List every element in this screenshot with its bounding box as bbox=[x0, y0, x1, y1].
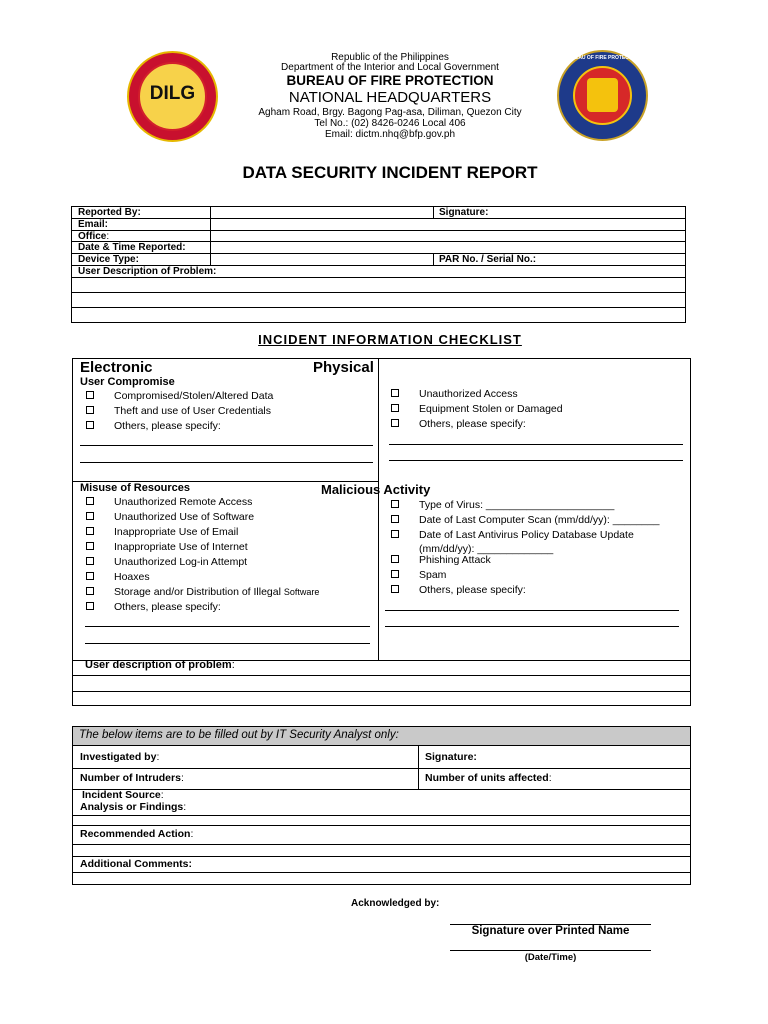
recommended-line[interactable] bbox=[73, 844, 690, 845]
label-signature: Signature: bbox=[439, 207, 489, 218]
label-recommended: Recommended Action: bbox=[80, 828, 194, 840]
header-republic: Republic of the Philippines bbox=[331, 52, 449, 63]
label-num-units: Number of units affected: bbox=[425, 772, 552, 784]
label-num-intruders: Number of Intruders: bbox=[80, 772, 184, 784]
label-office: Office bbox=[78, 231, 107, 242]
heading-misuse: Misuse of Resources bbox=[80, 482, 191, 494]
misuse-specify-line-2[interactable] bbox=[85, 643, 370, 644]
checkbox-icon[interactable] bbox=[86, 421, 94, 429]
checkbox-icon[interactable] bbox=[391, 585, 399, 593]
label-incident-source: Incident Source: bbox=[82, 789, 164, 801]
header-email: Email: dictm.nhq@bfp.gov.ph bbox=[324, 129, 456, 140]
analysis-line[interactable] bbox=[73, 815, 690, 816]
label-par-no: PAR No. / Serial No.: bbox=[439, 254, 537, 265]
label-analyst-signature: Signature: bbox=[425, 751, 477, 763]
check-unauthorized-software[interactable]: Unauthorized Use of Software bbox=[86, 511, 254, 523]
report-table bbox=[71, 206, 686, 323]
label-date-time: Date & Time Reported: bbox=[78, 242, 186, 253]
check-remote-access[interactable]: Unauthorized Remote Access bbox=[86, 496, 252, 508]
checkbox-icon[interactable] bbox=[391, 500, 399, 508]
uc-specify-line-2[interactable] bbox=[80, 462, 373, 463]
check-physical-others[interactable]: Others, please specify: bbox=[391, 418, 526, 430]
page-title: DATA SECURITY INCIDENT REPORT bbox=[242, 163, 538, 182]
check-unauthorized-access[interactable]: Unauthorized Access bbox=[391, 388, 518, 400]
check-equipment-stolen[interactable]: Equipment Stolen or Damaged bbox=[391, 403, 563, 415]
heading-malicious: Malicious Activity bbox=[321, 482, 431, 497]
check-email-use[interactable]: Inappropriate Use of Email bbox=[86, 526, 238, 538]
label-additional: Additional Comments: bbox=[80, 858, 192, 870]
row-office: Office: bbox=[72, 231, 685, 242]
label-device-type: Device Type: bbox=[78, 254, 139, 265]
checkbox-icon[interactable] bbox=[86, 572, 94, 580]
malicious-specify-line-2[interactable] bbox=[385, 626, 679, 627]
checkbox-icon[interactable] bbox=[86, 391, 94, 399]
checkbox-icon[interactable] bbox=[86, 587, 94, 595]
checkbox-icon[interactable] bbox=[391, 404, 399, 412]
check-phishing[interactable]: Phishing Attack bbox=[391, 554, 491, 566]
checkbox-icon[interactable] bbox=[391, 389, 399, 397]
heading-user-compromise: User Compromise bbox=[80, 376, 175, 388]
row-reported-by bbox=[72, 207, 685, 219]
checkbox-icon[interactable] bbox=[86, 406, 94, 414]
check-last-scan[interactable]: Date of Last Computer Scan (mm/dd/yy): ________ bbox=[391, 514, 659, 526]
label-reported-by: Reported By: bbox=[78, 207, 141, 218]
date-line[interactable] bbox=[450, 950, 651, 951]
check-internet-use[interactable]: Inappropriate Use of Internet bbox=[86, 541, 248, 553]
dilg-logo-text: DILG bbox=[149, 83, 196, 104]
header-agency: BUREAU OF FIRE PROTECTION bbox=[286, 73, 494, 88]
malicious-specify-line-1[interactable] bbox=[385, 610, 679, 611]
header-tel: Tel No.: (02) 8426-0246 Local 406 bbox=[314, 118, 466, 129]
bfp-logo-text: BUREAU OF FIRE PROTECTION bbox=[564, 55, 641, 61]
section-electronic: Electronic bbox=[80, 359, 153, 376]
checkbox-icon[interactable] bbox=[86, 557, 94, 565]
checkbox-icon[interactable] bbox=[391, 570, 399, 578]
label-user-desc: User Description of Problem: bbox=[78, 266, 217, 277]
label-email: Email: bbox=[78, 219, 109, 230]
header-address: Agham Road, Brgy. Bagong Pag-asa, Diliman, Quezon City bbox=[258, 107, 522, 118]
checkbox-icon[interactable] bbox=[86, 512, 94, 520]
user-desc-line-1[interactable] bbox=[73, 675, 690, 676]
check-misuse-others[interactable]: Others, please specify: bbox=[86, 601, 221, 613]
user-desc-line-2[interactable] bbox=[73, 691, 690, 692]
uc-specify-line-1[interactable] bbox=[80, 445, 373, 446]
check-uc-others[interactable]: Others, please specify: bbox=[86, 420, 221, 432]
checkbox-icon[interactable] bbox=[86, 542, 94, 550]
physical-specify-line-2[interactable] bbox=[389, 460, 683, 461]
checkbox-icon[interactable] bbox=[86, 602, 94, 610]
checkbox-icon[interactable] bbox=[391, 515, 399, 523]
checkbox-icon[interactable] bbox=[391, 555, 399, 563]
analyst-banner: The below items are to be filled out by IT Security Analyst only: bbox=[73, 727, 690, 746]
physical-specify-line-1[interactable] bbox=[389, 444, 683, 445]
check-login-attempt[interactable]: Unauthorized Log-in Attempt bbox=[86, 556, 247, 568]
check-spam[interactable]: Spam bbox=[391, 569, 446, 581]
check-antivirus-update[interactable]: Date of Last Antivirus Policy Database Update bbox=[391, 529, 634, 541]
check-theft-credentials[interactable]: Theft and use of User Credentials bbox=[86, 405, 271, 417]
label-analysis: Analysis or Findings: bbox=[80, 801, 187, 813]
checkbox-icon[interactable] bbox=[86, 497, 94, 505]
check-compromised-data[interactable]: Compromised/Stolen/Altered Data bbox=[86, 390, 273, 402]
checkbox-icon[interactable] bbox=[391, 419, 399, 427]
checklist-box bbox=[72, 358, 691, 706]
date-time-label: (Date/Time) bbox=[524, 952, 577, 963]
section-physical: Physical bbox=[313, 359, 374, 376]
checkbox-icon[interactable] bbox=[391, 530, 399, 538]
header-department: Department of the Interior and Local Government bbox=[281, 62, 499, 73]
checkbox-icon[interactable] bbox=[86, 527, 94, 535]
row-date-time bbox=[72, 242, 685, 254]
row-email bbox=[72, 219, 685, 231]
analyst-table bbox=[72, 726, 691, 885]
header-office: NATIONAL HEADQUARTERS bbox=[288, 89, 492, 106]
acknowledged-label: Acknowledged by: bbox=[351, 898, 440, 909]
row-user-desc bbox=[72, 266, 685, 278]
check-malicious-others[interactable]: Others, please specify: bbox=[391, 584, 526, 596]
antivirus-date-field: (mm/dd/yy): _____________ bbox=[419, 543, 554, 555]
checklist-title: INCIDENT INFORMATION CHECKLIST bbox=[258, 332, 522, 347]
desc-line-2 bbox=[72, 293, 685, 308]
check-virus[interactable]: Type of Virus: ______________________ bbox=[391, 499, 614, 511]
row-device-type bbox=[72, 254, 685, 266]
check-illegal-software[interactable]: Storage and/or Distribution of Illegal Software bbox=[86, 586, 319, 598]
signature-name-label: Signature over Printed Name bbox=[471, 925, 630, 937]
desc-line-1 bbox=[72, 278, 685, 293]
check-hoaxes[interactable]: Hoaxes bbox=[86, 571, 150, 583]
checklist-divider bbox=[378, 359, 379, 660]
additional-line[interactable] bbox=[73, 872, 690, 873]
label-user-description: User description of problem: bbox=[85, 659, 235, 671]
misuse-specify-line-1[interactable] bbox=[85, 626, 370, 627]
label-investigated-by: Investigated by: bbox=[80, 751, 160, 763]
